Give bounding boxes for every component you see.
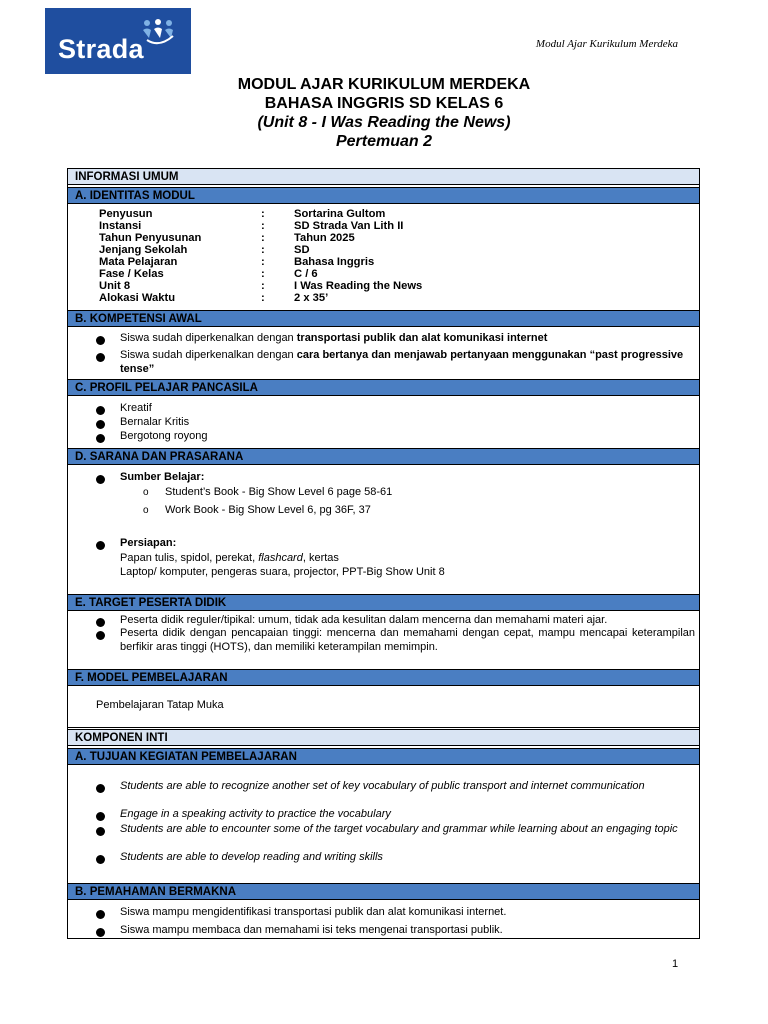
circle-bullet-icon: o bbox=[143, 487, 149, 498]
tujuan-item: Engage in a speaking activity to practice the vocabulary bbox=[120, 808, 391, 820]
field-colon: : bbox=[261, 220, 265, 232]
field-colon: : bbox=[261, 292, 265, 304]
sumber-belajar-label: Sumber Belajar: bbox=[120, 471, 205, 483]
target-item: Peserta didik reguler/tipikal: umum, tidak ada kesulitan dalam mencerna dan memahami materi ajar. bbox=[120, 614, 608, 626]
field-value: I Was Reading the News bbox=[294, 280, 423, 292]
field-label: Jenjang Sekolah bbox=[99, 244, 188, 256]
kompetensi-item-1 bbox=[120, 332, 695, 346]
section-informasi-umum: INFORMASI UMUM bbox=[68, 168, 699, 185]
model-text: Pembelajaran Tatap Muka bbox=[96, 699, 224, 711]
kompetensi-item-2-text: Siswa sudah diperkenalkan dengan bbox=[120, 349, 297, 361]
circle-bullet-icon: o bbox=[143, 505, 149, 516]
sumber-item: Work Book - Big Show Level 6, pg 36F, 37 bbox=[165, 504, 371, 516]
pemahaman-item: Siswa mampu mengidentifikasi transportasi publik dan alat komunikasi internet. bbox=[120, 906, 507, 918]
persiapan-line-1 bbox=[120, 552, 695, 566]
field-value: SD bbox=[294, 244, 310, 256]
field-label: Penyusun bbox=[99, 208, 153, 220]
field-value: Sortarina Gultom bbox=[294, 208, 386, 220]
title-line-2: BAHASA INGGRIS SD KELAS 6 bbox=[264, 95, 504, 112]
field-label: Unit 8 bbox=[99, 280, 131, 292]
field-value: C / 6 bbox=[294, 268, 318, 280]
field-colon: : bbox=[261, 208, 265, 220]
persiapan-text: , kertas bbox=[302, 552, 339, 564]
section-identitas-modul: A. IDENTITAS MODUL bbox=[68, 187, 699, 204]
kompetensi-item-2-bold: cara bertanya dan menjawab pertanyaan menggunakan “past progressive tense” bbox=[120, 349, 684, 375]
field-colon: : bbox=[261, 268, 265, 280]
profil-item: Bernalar Kritis bbox=[120, 416, 190, 428]
field-label: Tahun Penyusunan bbox=[99, 232, 202, 244]
section-komponen-inti: KOMPONEN INTI bbox=[68, 729, 699, 746]
field-colon: : bbox=[261, 232, 265, 244]
title-line-4: Pertemuan 2 bbox=[335, 133, 433, 150]
target-item: Peserta didik dengan pencapaian tinggi: mencerna dan memahami dengan cepat, mampu mencapai keterampilan berfikir aras tinggi (HOTS), dan memiliki keterampilan memimpin. bbox=[120, 627, 695, 653]
kompetensi-item-1-text: Siswa sudah diperkenalkan dengan bbox=[120, 332, 297, 344]
profil-item: Bergotong royong bbox=[120, 430, 208, 442]
field-colon: : bbox=[261, 280, 265, 292]
strada-logo bbox=[45, 8, 191, 74]
pemahaman-item: Siswa mampu membaca dan memahami isi teks mengenai transportasi publik. bbox=[120, 924, 503, 936]
tujuan-item: Students are able to encounter some of the target vocabulary and grammar while learning about an engaging topic bbox=[120, 823, 678, 835]
field-colon: : bbox=[261, 244, 265, 256]
section-pemahaman-bermakna: B. PEMAHAMAN BERMAKNA bbox=[68, 883, 699, 900]
sumber-item: Student’s Book - Big Show Level 6 page 58-61 bbox=[165, 486, 393, 498]
persiapan-label: Persiapan: bbox=[120, 537, 177, 549]
profil-item: Kreatif bbox=[120, 402, 152, 414]
field-label: Mata Pelajaran bbox=[99, 256, 178, 268]
field-value: Tahun 2025 bbox=[294, 232, 355, 244]
people-heart-icon bbox=[139, 18, 179, 48]
field-value: Bahasa Inggris bbox=[294, 256, 375, 268]
kompetensi-item-2 bbox=[120, 349, 695, 376]
field-label: Instansi bbox=[99, 220, 142, 232]
title-block bbox=[0, 75, 768, 151]
field-label: Alokasi Waktu bbox=[99, 292, 176, 304]
field-colon: : bbox=[261, 256, 265, 268]
section-tujuan-kegiatan: A. TUJUAN KEGIATAN PEMBELAJARAN bbox=[68, 748, 699, 765]
section-sarana-prasarana: D. SARANA DAN PRASARANA bbox=[68, 448, 699, 465]
field-label: Fase / Kelas bbox=[99, 268, 164, 280]
field-value: 2 x 35’ bbox=[294, 292, 329, 304]
section-kompetensi-awal: B. KOMPETENSI AWAL bbox=[68, 310, 699, 327]
persiapan-flashcard: flashcard bbox=[258, 552, 303, 564]
tujuan-item: Students are able to recognize another set of key vocabulary of public transport and internet communication bbox=[120, 780, 645, 792]
persiapan-text: Papan tulis, spidol, perekat, bbox=[120, 552, 259, 564]
title-line-3: (Unit 8 - I Was Reading the News) bbox=[257, 114, 511, 131]
page-number: 1 bbox=[672, 958, 679, 970]
tujuan-item: Students are able to develop reading and writing skills bbox=[120, 851, 383, 863]
logo-text: Strada bbox=[58, 34, 144, 64]
kompetensi-item-1-bold: transportasi publik dan alat komunikasi internet bbox=[296, 332, 548, 344]
section-target-peserta: E. TARGET PESERTA DIDIK bbox=[68, 594, 699, 611]
document-label: Modul Ajar Kurikulum Merdeka bbox=[535, 38, 678, 50]
divider bbox=[68, 727, 699, 728]
field-value: SD Strada Van Lith II bbox=[294, 220, 404, 232]
section-profil-pelajar: C. PROFIL PELAJAR PANCASILA bbox=[68, 379, 699, 396]
title-line-1: MODUL AJAR KURIKULUM MERDEKA bbox=[237, 76, 531, 93]
section-model-pembelajaran: F. MODEL PEMBELAJARAN bbox=[68, 669, 699, 686]
persiapan-line-2: Laptop/ komputer, pengeras suara, projector, PPT-Big Show Unit 8 bbox=[120, 566, 445, 578]
